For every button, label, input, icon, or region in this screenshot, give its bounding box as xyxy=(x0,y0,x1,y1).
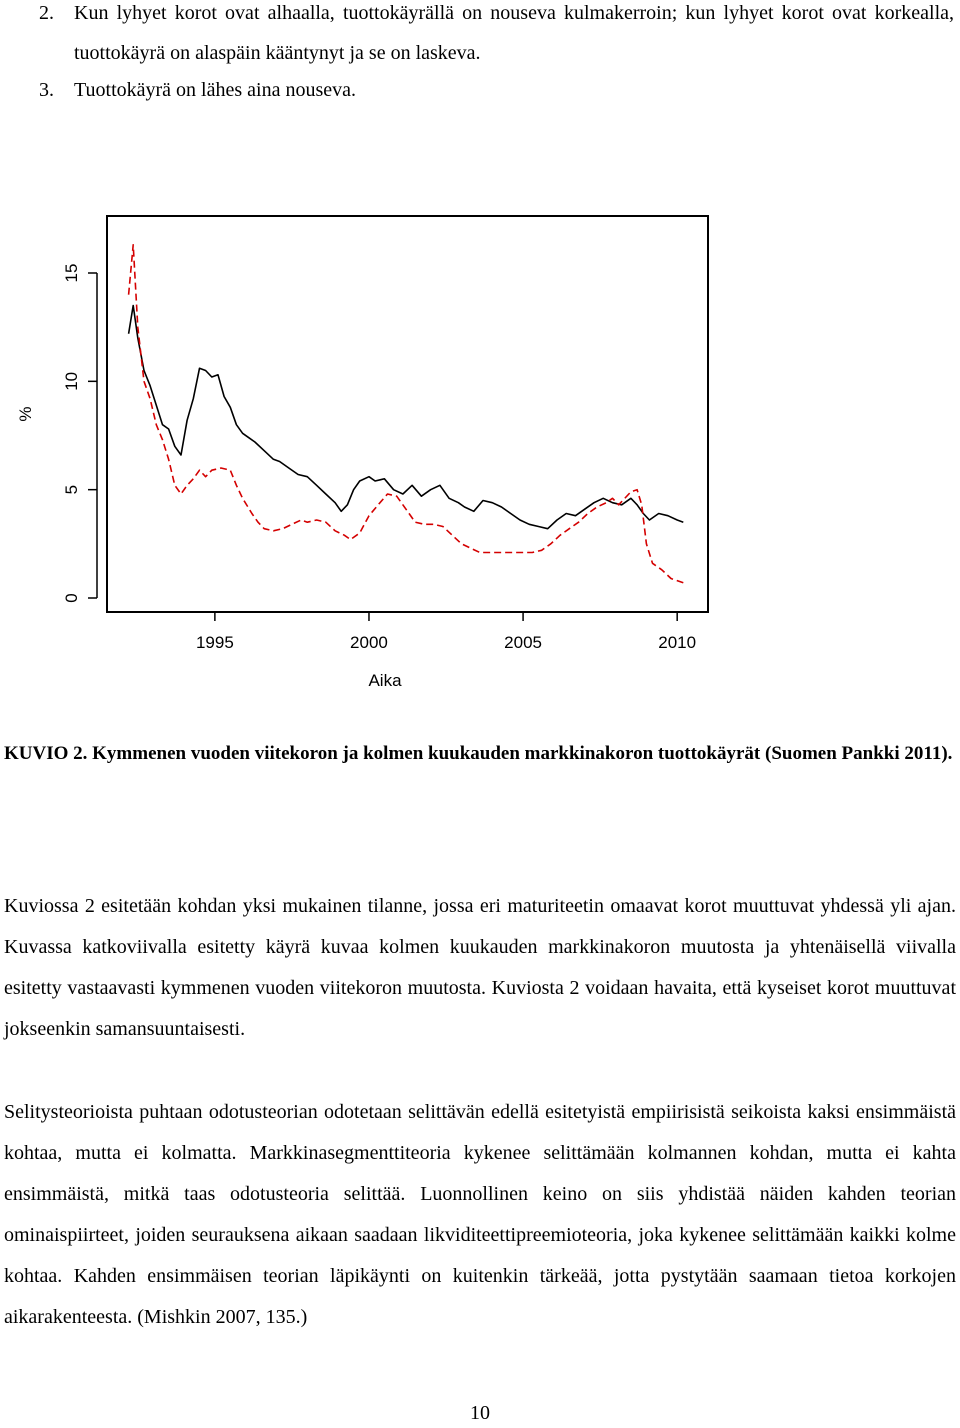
caption-text: Kymmenen vuoden viitekoron ja kolmen kuukauden markkinakoron tuottokäyrät (Suomen Pankki 2011). xyxy=(92,743,953,764)
y-tick-label: 10 xyxy=(62,371,81,391)
yield-curve-chart xyxy=(0,212,720,692)
list-number: 2. xyxy=(39,2,54,24)
series-line-solid xyxy=(129,306,684,529)
x-tick-label: 2010 xyxy=(658,633,697,652)
caption-label: KUVIO 2. xyxy=(4,743,88,764)
x-axis xyxy=(196,612,696,652)
figure-caption xyxy=(4,734,956,774)
plot-frame xyxy=(107,216,708,612)
x-tick-label: 2000 xyxy=(350,633,388,652)
y-axis-label: % xyxy=(16,406,35,422)
list-text: Tuottokäyrä on lähes aina nouseva. xyxy=(74,79,356,101)
list-text: Kun lyhyet korot ovat alhaalla, tuottokäyrällä on nouseva kulmakerroin; kun lyhyet korot ovat korkealla, tuottokäyrä on alaspäin kääntynyt ja se on laskeva. xyxy=(74,2,954,64)
y-tick-label: 0 xyxy=(62,593,81,603)
y-tick-label: 15 xyxy=(62,263,81,283)
list-number: 3. xyxy=(39,79,54,101)
series-layer xyxy=(129,245,684,583)
series-line-dashed xyxy=(129,245,684,583)
y-tick-label: 5 xyxy=(62,484,81,495)
paragraph: Selitysteorioista puhtaan odotusteorian odotetaan selittävän edellä esitetyistä empiirisistä seikoista kaksi ensimmäistä kohtaa, mutta ei kolmatta. Markkinasegmenttiteoria kykenee selittämään kolmannen kohdan, mutta ei kahta ensimmäistä, mitkä taas odotusteoria selittää. Luonnollinen keino on siis yhdistää näiden kahden teorian ominaispiirteet, joiden seurauksena aikaan saadaan likviditeettipreemioteoria, joka kykenee selittämään kaikki kolme kohtaa. Kahden ensimmäisen teorian läpikäynti on kuitenkin tärkeää, jotta pystytään saamaan tietoa korkojen aikarakenteesta. (Mishkin 2007, 135.) xyxy=(4,1101,956,1328)
x-tick-label: 2005 xyxy=(504,633,542,652)
y-axis xyxy=(62,264,97,603)
paragraph: Kuviossa 2 esitetään kohdan yksi mukainen tilanne, jossa eri maturiteetin omaavat korot muuttuvat yhdessä yli ajan. Kuvassa katkoviivalla esitetty käyrä kuvaa kolmen kuukauden markkinakoron muutosta ja yhtenäisellä viivalla esitetty vastaavasti kymmenen vuoden viitekoron muutosta. Kuviosta 2 voidaan havaita, että kyseiset korot muuttuvat jokseenkin samansuuntaisesti. xyxy=(4,895,956,1040)
x-axis-label: Aika xyxy=(368,671,402,690)
page-number: 10 xyxy=(470,1402,490,1424)
x-tick-label: 1995 xyxy=(195,633,234,652)
